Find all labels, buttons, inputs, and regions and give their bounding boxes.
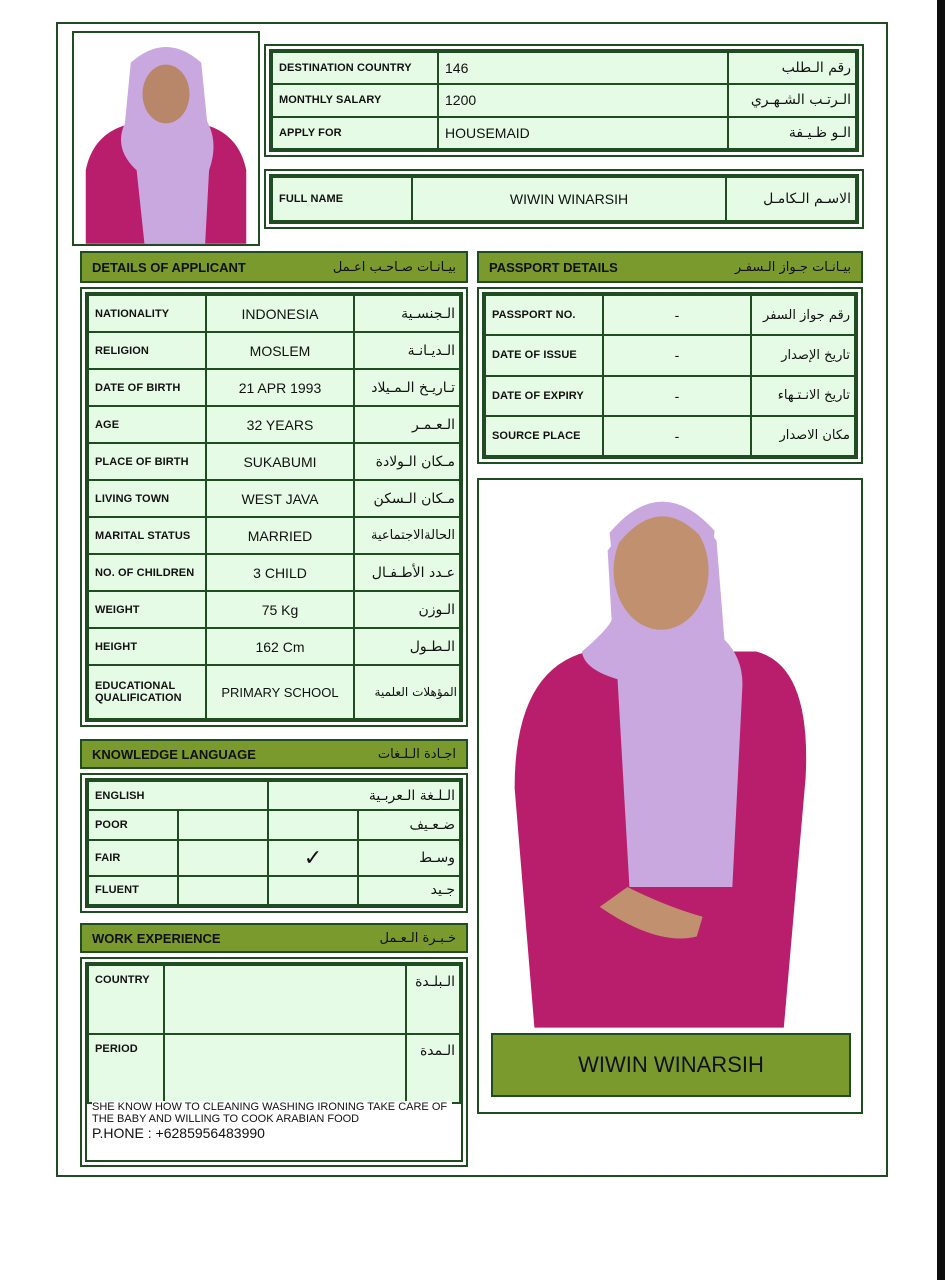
marital-status-value: MARRIED — [206, 517, 354, 554]
work-experience-table — [87, 964, 461, 1104]
education-label: EDUCATIONAL QUALIFICATION — [88, 665, 206, 719]
language-title: KNOWLEDGE LANGUAGE — [92, 746, 256, 762]
issue-date-label: DATE OF ISSUE — [485, 335, 603, 375]
table-row — [88, 965, 460, 1034]
nationality-label: NATIONALITY — [88, 295, 206, 332]
passport-title: PASSPORT DETAILS — [489, 259, 618, 275]
dob-value: 21 APR 1993 — [206, 369, 354, 406]
marital-status-arabic: الحالةالاجتماعية — [354, 517, 460, 554]
checkmark-icon: ✓ — [268, 840, 358, 876]
passport-details-box — [477, 287, 863, 464]
poor-label: POOR — [88, 810, 178, 839]
english-poor-cell — [178, 810, 268, 839]
monthly-salary-arabic: الـرتـب الشـهـري — [728, 84, 856, 116]
religion-arabic: الـديـانـة — [354, 332, 460, 369]
height-value: 162 Cm — [206, 628, 354, 665]
period-label: PERIOD — [88, 1034, 164, 1103]
full-name-arabic: الاسـم الـكامـل — [726, 177, 856, 221]
age-arabic: الـعـمـر — [354, 406, 460, 443]
expiry-date-arabic: تاريخ الانـتـهاء — [751, 376, 855, 416]
language-table — [87, 780, 461, 906]
table-row — [88, 781, 460, 810]
weight-value: 75 Kg — [206, 591, 354, 628]
table-row — [88, 810, 460, 839]
table-row — [485, 335, 855, 375]
skills-note — [92, 1101, 452, 1159]
work-title-arabic: خـبـرة الـعـمل — [379, 930, 456, 946]
period-arabic: الـمدة — [406, 1034, 460, 1103]
living-town-value: WEST JAVA — [206, 480, 354, 517]
apply-for-label: APPLY FOR — [272, 117, 438, 149]
request-number-value: 146 — [438, 52, 728, 84]
fluent-label: FLUENT — [88, 876, 178, 905]
table-row — [272, 117, 856, 149]
job-info-table — [271, 51, 857, 150]
applicant-title: DETAILS OF APPLICANT — [92, 259, 246, 275]
country-arabic: الـبلـدة — [406, 965, 460, 1034]
full-name-table — [271, 176, 857, 222]
language-title-arabic: اجـادة الـلـغات — [377, 746, 456, 762]
table-row — [88, 665, 460, 719]
english-column-header: ENGLISH — [88, 781, 268, 810]
weight-arabic: الـوزن — [354, 591, 460, 628]
children-value: 3 CHILD — [206, 554, 354, 591]
place-of-birth-value: SUKABUMI — [206, 443, 354, 480]
country-value — [164, 965, 406, 1034]
full-name-label: FULL NAME — [272, 177, 412, 221]
passport-details-table — [484, 294, 856, 457]
work-section-header — [80, 923, 468, 953]
applicant-title-arabic: بيـانـات صـاحـب اعـمل — [332, 259, 456, 275]
source-place-value: - — [603, 416, 751, 456]
applicant-section-header — [80, 251, 468, 283]
request-number-arabic: رقم الـطلب — [728, 52, 856, 84]
table-row — [272, 52, 856, 84]
period-value — [164, 1034, 406, 1103]
table-row — [485, 416, 855, 456]
destination-country-label: DESTINATION COUNTRY — [272, 52, 438, 84]
table-row — [272, 84, 856, 116]
nationality-value: INDONESIA — [206, 295, 354, 332]
table-row — [88, 332, 460, 369]
source-place-arabic: مكان الاصدار — [751, 416, 855, 456]
person-illustration — [479, 480, 861, 1112]
english-fair-cell — [178, 840, 268, 876]
language-box — [80, 773, 468, 913]
fluent-arabic: جـيد — [358, 876, 460, 905]
source-place-label: SOURCE PLACE — [485, 416, 603, 456]
table-row — [88, 876, 460, 905]
apply-for-value: HOUSEMAID — [438, 117, 728, 149]
table-row — [88, 591, 460, 628]
issue-date-arabic: تاريخ الإصدار — [751, 335, 855, 375]
phone-number: P.HONE : +6285956483990 — [92, 1125, 265, 1141]
issue-date-value: - — [603, 335, 751, 375]
job-info-box — [264, 44, 864, 157]
monthly-salary-value: 1200 — [438, 84, 728, 116]
applicant-photo-large — [477, 478, 863, 1114]
living-town-arabic: مـكان الـسكن — [354, 480, 460, 517]
dob-label: DATE OF BIRTH — [88, 369, 206, 406]
table-row — [88, 517, 460, 554]
weight-label: WEIGHT — [88, 591, 206, 628]
table-row — [88, 1034, 460, 1103]
passport-no-value: - — [603, 295, 751, 335]
table-row — [88, 406, 460, 443]
passport-no-arabic: رقم جواز السفر — [751, 295, 855, 335]
age-value: 32 YEARS — [206, 406, 354, 443]
table-row — [272, 177, 856, 221]
monthly-salary-label: MONTHLY SALARY — [272, 84, 438, 116]
skills-note-text: SHE KNOW HOW TO CLEANING WASHING IRONING TAKE CARE OF THE BABY AND WILLING TO COOK ARABIAN FOOD — [92, 1101, 448, 1125]
age-label: AGE — [88, 406, 206, 443]
children-label: NO. OF CHILDREN — [88, 554, 206, 591]
religion-label: RELIGION — [88, 332, 206, 369]
fair-label: FAIR — [88, 840, 178, 876]
country-label: COUNTRY — [88, 965, 164, 1034]
applicant-details-box — [80, 287, 468, 727]
fair-arabic: وسـط — [358, 840, 460, 876]
table-row — [485, 295, 855, 335]
place-of-birth-label: PLACE OF BIRTH — [88, 443, 206, 480]
screen-edge — [937, 0, 945, 1280]
full-name-box — [264, 169, 864, 229]
table-row — [88, 480, 460, 517]
religion-value: MOSLEM — [206, 332, 354, 369]
table-row — [88, 628, 460, 665]
arabic-column-header: الـلـغة الـعربـية — [268, 781, 460, 810]
table-row — [485, 376, 855, 416]
nationality-arabic: الـجنسـية — [354, 295, 460, 332]
arabic-poor-cell — [268, 810, 358, 839]
full-name-value: WIWIN WINARSIH — [412, 177, 726, 221]
name-banner: WIWIN WINARSIH — [491, 1033, 851, 1097]
table-row — [88, 840, 460, 876]
passport-section-header — [477, 251, 863, 283]
children-arabic: عـدد الأطـفـال — [354, 554, 460, 591]
table-row — [88, 295, 460, 332]
applicant-details-table — [87, 294, 461, 720]
height-label: HEIGHT — [88, 628, 206, 665]
person-illustration — [74, 33, 258, 244]
apply-for-arabic: الـو ظـيـفة — [728, 117, 856, 149]
table-row — [88, 554, 460, 591]
passport-no-label: PASSPORT NO. — [485, 295, 603, 335]
dob-arabic: تـاريـخ الـمـيلاد — [354, 369, 460, 406]
expiry-date-label: DATE OF EXPIRY — [485, 376, 603, 416]
table-row — [88, 443, 460, 480]
place-of-birth-arabic: مـكان الـولادة — [354, 443, 460, 480]
english-fluent-cell — [178, 876, 268, 905]
poor-arabic: ضـعـيف — [358, 810, 460, 839]
table-row — [88, 369, 460, 406]
arabic-fluent-cell — [268, 876, 358, 905]
work-title: WORK EXPERIENCE — [92, 930, 221, 946]
passport-title-arabic: بيـانـات جـواز الـسفـر — [734, 259, 851, 275]
height-arabic: الـطـول — [354, 628, 460, 665]
expiry-date-value: - — [603, 376, 751, 416]
applicant-photo-small — [72, 31, 260, 246]
language-section-header — [80, 739, 468, 769]
living-town-label: LIVING TOWN — [88, 480, 206, 517]
education-arabic: المؤهلات العلمية — [354, 665, 460, 719]
marital-status-label: MARITAL STATUS — [88, 517, 206, 554]
education-value: PRIMARY SCHOOL — [206, 665, 354, 719]
